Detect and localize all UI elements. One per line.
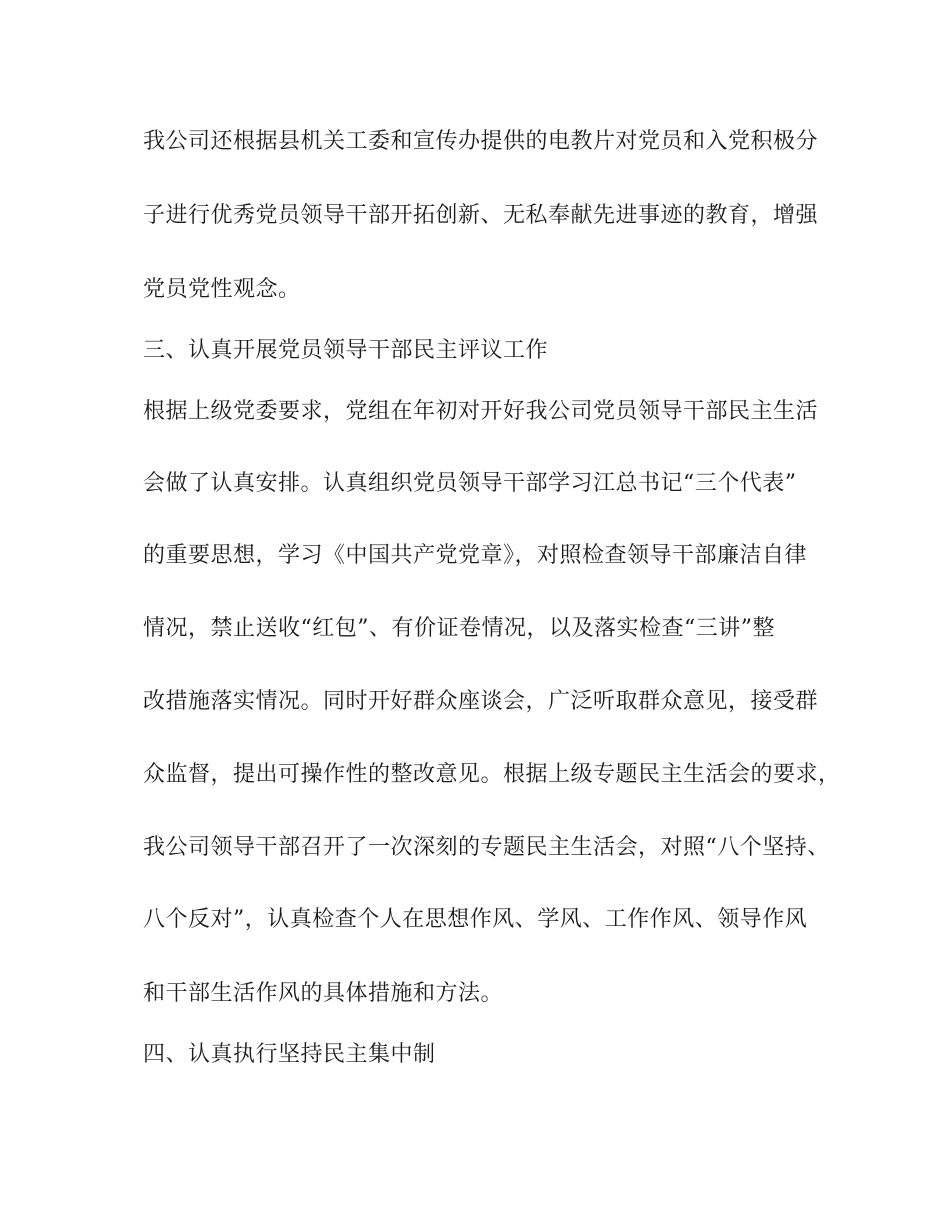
paragraph-2-line-8: 八个反对”，认真检查个人在思想作风、学风、工作作风、领导作风 [143,907,808,932]
paragraph-2-line-3: 的重要思想，学习《中国共产党党章》，对照检查领导干部廉洁自律 [143,543,808,568]
paragraph-2-line-2: 会做了认真安排。认真组织党员领导干部学习江总书记“三个代表” [143,471,797,496]
paragraph-1-line-3: 党员党性观念。 [143,277,301,302]
paragraph-2-line-6: 众监督，提出可操作性的整改意见。根据上级专题民主生活会的要求， [143,762,841,787]
section-heading-4: 四、认真执行坚持民主集中制 [143,1042,436,1067]
paragraph-1-line-1: 我公司还根据县机关工委和宣传办提供的电教片对党员和入党积极分 [143,129,819,154]
paragraph-2-line-5: 改措施落实情况。同时开好群众座谈会，广泛听取群众意见，接受群 [143,689,819,714]
section-heading-3: 三、认真开展党员领导干部民主评议工作 [143,338,549,363]
paragraph-2-line-7: 我公司领导干部召开了一次深刻的专题民主生活会，对照“八个坚持、 [143,835,830,860]
paragraph-2-line-1: 根据上级党委要求，党组在年初对开好我公司党员领导干部民主生活 [143,399,819,424]
paragraph-1-line-2: 子进行优秀党员领导干部开拓创新、无私奉献先进事迹的教育，增强 [143,203,819,228]
paragraph-2-line-9: 和干部生活作风的具体措施和方法。 [143,981,504,1006]
paragraph-2-line-4: 情况，禁止送收“红包”、有价证卷情况，以及落实检查“三讲”整 [143,616,775,641]
